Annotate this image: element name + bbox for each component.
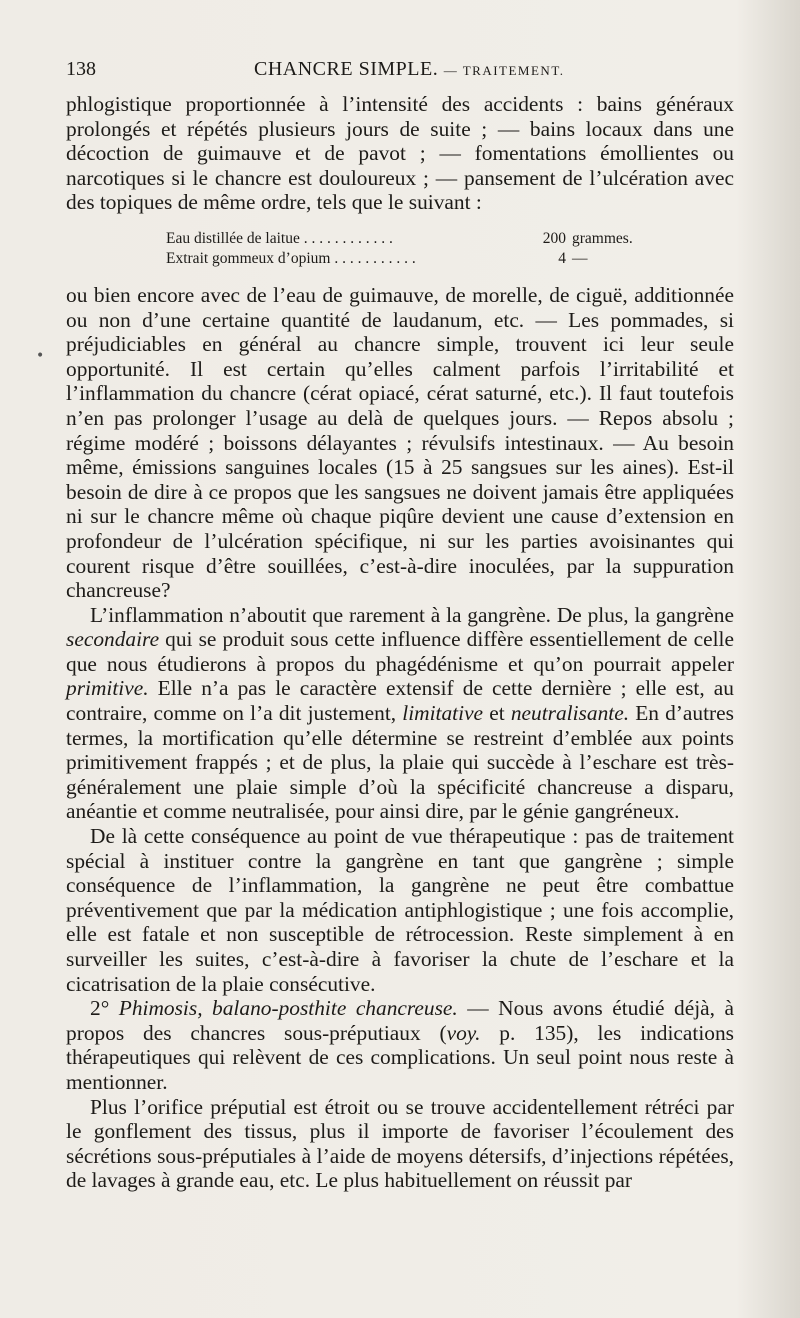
recipe-quantity: 4	[558, 249, 566, 267]
text-run: Plus l’orifice préputial est étroit ou se trouve accidentellement rétréci par le gonflement des tissus, plus il importe de favoriser l’écoulement des sécrétions sous-préputiales à l’aide de moyens détersifs, d’injections répétées, de lavages à grande eau, etc. Le plus habituellement on réussit par	[66, 1094, 734, 1193]
text-run: ou bien encore avec de l’eau de guimauve, de morelle, de ciguë, additionnée ou non d’une certaine quantité de laudanum, etc. — Les pommades, si préjudiciables en général au chancre simple, trouvent ici leur seule opportunité. Il est certain qu’elles calment parfois l’irritabilité et l’inflammation du chancre (cérat opiacé, cérat saturné, etc.). Il faut toutefois n’en pas prolonger l’usage au delà de quelques jours. — Repos absolu ; régime modéré ; boissons délayantes ; révulsifs intestinaux. — Au besoin même, émissions sanguines locales (15 à 25 sangsues sur les aines). Est-il besoin de dire à ce propos que les sangsues ne doivent jamais être appliquées ni sur le chancre même où chaque piqûre devient une cause d’extension en profondeur de l’ulcération spécifique, ni sur les parties avoisinantes qui courent risque d’être souillées, c’est-à-dire inoculées, par la suppuration chancreuse?	[66, 282, 734, 603]
running-header	[66, 58, 734, 88]
text-run: p. 135), les indications thérapeutiques qui relèvent de ces complications. Un seul point nous reste à mentionner.	[66, 1020, 734, 1094]
paragraph	[66, 92, 734, 215]
italic-text: primitive.	[66, 676, 149, 701]
text-run: L’inflammation n’aboutit que rarement à la gangrène. De plus, la gangrène	[90, 602, 734, 627]
text-run: Elle n’a pas le caractère extensif de cette dernière ; elle est, au contraire, comme on l’a dit justement,	[66, 676, 734, 726]
section-title: — TRAITEMENT.	[443, 63, 565, 78]
text-run: 2°	[90, 996, 119, 1021]
paragraph	[66, 996, 734, 1094]
paragraph	[66, 283, 734, 603]
italic-text: limitative	[402, 701, 484, 726]
italic-text: Phimosis, balano-posthite chancreuse.	[118, 996, 458, 1021]
italic-text: secondaire	[66, 627, 160, 652]
recipe-unit: grammes.	[572, 229, 633, 247]
text-run: De là cette conséquence au point de vue thérapeutique : pas de traitement spécial à instituer contre la gangrène en tant que gangrène ; simple conséquence de l’inflammation, la gangrène ne peut être combattue préventivement que par la médication antiphlogistique ; une fois accomplie, elle est fatale et non susceptible de rétrocession. Reste simplement à en surveiller les suites, c’est-à-dire à favoriser la chute de l’eschare et la cicatrisation de la plaie consécutive.	[66, 824, 734, 996]
recipe-block	[166, 229, 734, 269]
recipe-unit: —	[572, 249, 588, 267]
page-number: 138	[66, 58, 96, 80]
text-run: — Nous avons étudié déjà, à propos des chancres sous-préputiaux (	[66, 996, 734, 1045]
chapter-title: CHANCRE SIMPLE.	[254, 58, 439, 80]
recipe-ingredient: Eau distillée de laitue . . . . . . . . . . . .	[166, 229, 393, 247]
italic-text: neutralisante.	[510, 701, 630, 726]
running-title	[254, 58, 565, 81]
recipe-row	[166, 249, 734, 269]
recipe-quantity: 200	[542, 229, 566, 247]
recipe-ingredient: Extrait gommeux d’opium . . . . . . . . . . .	[166, 249, 416, 267]
page-body	[66, 92, 734, 1193]
paragraph	[66, 603, 734, 824]
margin-mark: •	[36, 348, 45, 364]
text-run: qui se produit sous cette influence diffère essentiellement de celle que nous étudierons à propos du phagédénisme et qu’on pourrait appeler	[66, 627, 734, 676]
text-run: et	[483, 701, 511, 726]
text-run: En d’autres termes, la mortification qu’elle détermine se restreint d’emblée aux points primitivement frappés ; et de plus, la plaie qui succède à l’eschare est très-généralement une plaie simple d’où la spécificité chancreuse a disparu, anéantie et comme neutralisée, pour ainsi dire, par le génie gangréneux.	[66, 701, 734, 824]
paragraph	[66, 824, 734, 996]
paragraph	[66, 1095, 734, 1193]
text-run: phlogistique proportionnée à l’intensité des accidents : bains généraux prolongés et répétés plusieurs jours de suite ; — bains locaux dans une décoction de guimauve et de pavot ; — fomentations émollientes ou narcotiques si le chancre est douloureux ; — pansement de l’ulcération avec des topiques de même ordre, tels que le suivant :	[66, 92, 734, 215]
recipe-row	[166, 229, 734, 249]
italic-text: voy.	[446, 1020, 481, 1045]
